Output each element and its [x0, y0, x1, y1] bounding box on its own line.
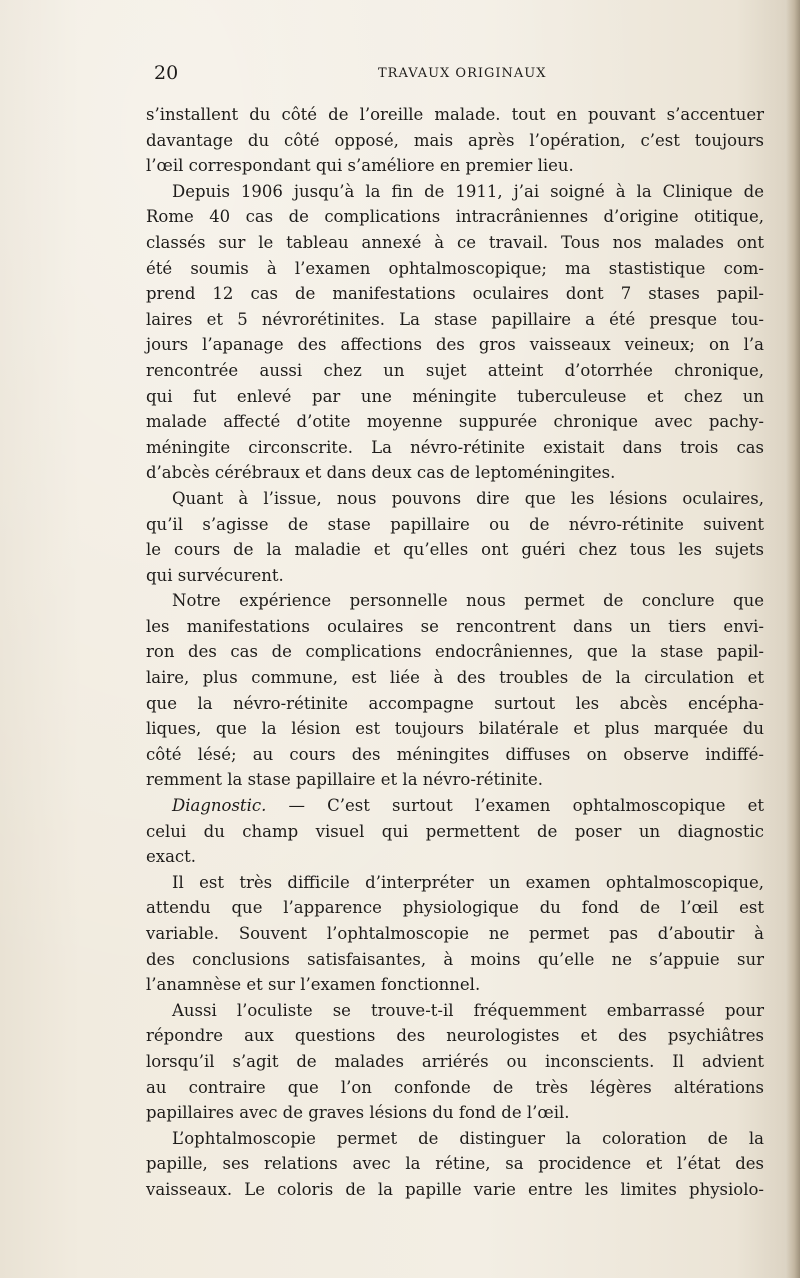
text-line-content: Notre expérience personnelle nous permet de conclure que	[172, 591, 764, 611]
text-line	[146, 230, 764, 256]
running-title: TRAVAUX ORIGINAUX	[378, 66, 547, 81]
text-line-content: Depuis 1906 jusqu’à la fin de 1911, j’ai soigné à la Clinique de	[172, 181, 764, 201]
text-line	[146, 281, 764, 307]
text-line-content: été soumis à l’examen ophtalmoscopique; ma stastistique com-	[146, 258, 764, 278]
text-line	[146, 614, 764, 640]
text-line	[146, 665, 764, 691]
text-line	[146, 204, 764, 230]
text-line	[146, 128, 764, 154]
text-line	[146, 307, 764, 333]
text-line-content: vaisseaux. Le coloris de la papille varie entre les limites physiolo-	[146, 1179, 764, 1199]
text-line-content: L’ophtalmoscopie permet de distinguer la coloration de la	[172, 1128, 764, 1148]
text-line-content: lorsqu’il s’agit de malades arriérés ou inconscients. Il advient	[146, 1051, 764, 1071]
text-line	[146, 691, 764, 717]
text-line-content: davantage du côté opposé, mais après l’opération, c’est toujours	[146, 130, 764, 150]
running-head	[146, 62, 766, 86]
text-line	[146, 409, 764, 435]
text-line-content: répondre aux questions des neurologistes et des psychiâtres	[146, 1026, 764, 1046]
text-line-content: remment la stase papillaire et la névro-rétinite.	[146, 770, 543, 790]
text-line-content: exact.	[146, 847, 197, 867]
text-line	[146, 767, 764, 793]
text-line-content: l’anamnèse et sur l’examen fonctionnel.	[146, 975, 481, 995]
text-line	[146, 332, 764, 358]
text-line-content: Il est très difficile d’interpréter un examen ophtalmoscopique,	[172, 872, 764, 892]
text-line	[146, 639, 764, 665]
text-line-content: jours l’apanage des affections des gros vaisseaux veineux; on l’a	[146, 335, 764, 355]
text-line	[146, 716, 764, 742]
text-line-content: rencontrée aussi chez un sujet atteint d’otorrhée chronique,	[146, 360, 764, 380]
text-line	[146, 384, 764, 410]
text-line-content: les manifestations oculaires se rencontrent dans un tiers envi-	[146, 616, 764, 636]
text-line	[146, 1023, 764, 1049]
text-line-content: d’abcès cérébraux et dans deux cas de leptoméningites.	[146, 463, 616, 483]
text-line	[146, 256, 764, 282]
text-line	[146, 742, 764, 768]
text-line-content: laires et 5 névrorétinites. La stase papillaire a été presque tou-	[146, 309, 764, 329]
text-line	[146, 512, 764, 538]
text-line-content: des conclusions satisfaisantes, à moins qu’elle ne s’appuie sur	[146, 949, 764, 969]
text-line-content: qu’il s’agisse de stase papillaire ou de névro-rétinite suivent	[146, 514, 764, 534]
text-line-content: prend 12 cas de manifestations oculaires dont 7 stases papil-	[146, 284, 764, 304]
text-line-content: l’œil correspondant qui s’améliore en premier lieu.	[146, 156, 574, 176]
text-line-content: côté lésé; au cours des méningites diffuses on observe indiffé-	[146, 744, 764, 764]
text-line-content: — C’est surtout l’examen ophtalmoscopique et	[266, 796, 764, 816]
text-line	[146, 537, 764, 563]
text-line-content: qui fut enlevé par une méningite tuberculeuse et chez un	[146, 386, 764, 406]
text-line-content: celui du champ visuel qui permettent de poser un diagnostic	[146, 821, 764, 841]
text-line	[146, 1151, 764, 1177]
text-line	[146, 1177, 764, 1203]
text-line	[146, 179, 764, 205]
text-line	[146, 844, 764, 870]
text-line-content: Quant à l’issue, nous pouvons dire que les lésions oculaires,	[172, 488, 764, 508]
text-line	[146, 563, 764, 589]
text-line	[146, 435, 764, 461]
text-line-content: au contraire que l’on confonde de très légères altérations	[146, 1077, 764, 1097]
text-line-content: attendu que l’apparence physiologique du fond de l’œil est	[146, 898, 764, 918]
text-line	[146, 486, 764, 512]
text-line-content: que la névro-rétinite accompagne surtout les abcès encépha-	[146, 693, 764, 713]
text-line	[146, 947, 764, 973]
text-line	[146, 1049, 764, 1075]
section-heading: Diagnostic.	[172, 796, 267, 816]
text-line	[146, 1100, 764, 1126]
text-line-content: malade affecté d’otite moyenne suppurée chronique avec pachy-	[146, 412, 764, 432]
page-edge-shadow	[786, 0, 800, 1278]
text-line-content: s’installent du côté de l’oreille malade. tout en pouvant s’accentuer	[146, 105, 764, 124]
text-line-content: méningite circonscrite. La névro-rétinite existait dans trois cas	[146, 437, 764, 457]
text-line	[146, 102, 764, 128]
text-line-content: laire, plus commune, est liée à des troubles de la circulation et	[146, 668, 764, 688]
text-line	[146, 972, 764, 998]
text-line-content: papillaires avec de graves lésions du fond de l’œil.	[146, 1103, 570, 1123]
text-line	[146, 793, 764, 819]
text-line-content: liques, que la lésion est toujours bilatérale et plus marquée du	[146, 719, 764, 739]
text-line	[146, 998, 764, 1024]
text-line	[146, 358, 764, 384]
text-line	[146, 1075, 764, 1101]
body-text	[146, 102, 764, 1203]
text-line-content: qui survécurent.	[146, 565, 284, 585]
text-line	[146, 895, 764, 921]
text-line	[146, 460, 764, 486]
text-line-content: ron des cas de complications endocrâniennes, que la stase papil-	[146, 642, 764, 662]
text-line	[146, 819, 764, 845]
text-line-content: papille, ses relations avec la rétine, sa procidence et l’état des	[146, 1154, 764, 1174]
text-line	[146, 588, 764, 614]
text-line	[146, 921, 764, 947]
text-line-content: le cours de la maladie et qu’elles ont guéri chez tous les sujets	[146, 540, 764, 560]
text-line	[146, 1126, 764, 1152]
page-number: 20	[154, 62, 179, 84]
text-line-content: Rome 40 cas de complications intracrâniennes d’origine otitique,	[146, 207, 764, 227]
text-line-content: classés sur le tableau annexé à ce travail. Tous nos malades ont	[146, 232, 764, 252]
text-line-content: variable. Souvent l’ophtalmoscopie ne permet pas d’aboutir à	[146, 924, 764, 943]
text-line-content: Aussi l’oculiste se trouve-t-il fréquemment embarrassé pour	[172, 1000, 764, 1020]
text-line	[146, 153, 764, 179]
text-line	[146, 870, 764, 896]
